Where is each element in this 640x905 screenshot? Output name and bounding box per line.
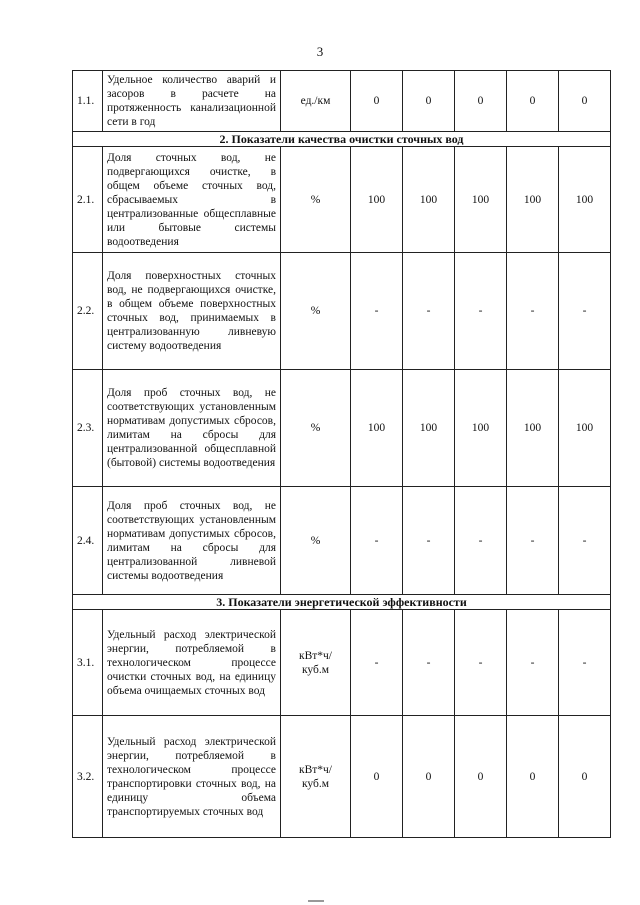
- table-row: [73, 253, 611, 370]
- unit-cell: %: [281, 487, 351, 595]
- table-row: [73, 716, 611, 838]
- indicators-table: [72, 70, 611, 838]
- value-cell: -: [403, 610, 455, 716]
- value-cell: 0: [455, 71, 507, 132]
- value-cell: -: [507, 487, 559, 595]
- table-row: [73, 610, 611, 716]
- unit-cell: %: [281, 370, 351, 487]
- value-cell: 0: [455, 716, 507, 838]
- unit-cell: %: [281, 147, 351, 253]
- row-number: 2.1.: [73, 147, 103, 253]
- value-cell: -: [455, 487, 507, 595]
- row-number: 2.3.: [73, 370, 103, 487]
- value-cell: 0: [351, 716, 403, 838]
- row-number: 3.2.: [73, 716, 103, 838]
- indicator-name: Доля проб сточных вод, не соответствующих установленным нормативам допустимых сбросов, лимитам на сбросы для централизованной общесплавной (бытовой) системы водоотведения: [103, 370, 281, 487]
- section-title: 2. Показатели качества очистки сточных вод: [73, 132, 611, 147]
- section-title: 3. Показатели энергетической эффективности: [73, 595, 611, 610]
- value-cell: 100: [455, 147, 507, 253]
- value-cell: -: [559, 253, 611, 370]
- value-cell: -: [351, 610, 403, 716]
- unit-cell: кВт*ч/ куб.м: [281, 716, 351, 838]
- value-cell: -: [559, 610, 611, 716]
- value-cell: 0: [507, 71, 559, 132]
- indicators-table-body: [73, 71, 611, 838]
- indicator-name: Доля поверхностных сточных вод, не подвергающихся очистке, в общем объеме поверхностных сточных вод, принимаемых в централизованную ливневую систему водоотведения: [103, 253, 281, 370]
- scan-mark: [308, 900, 324, 902]
- value-cell: -: [455, 610, 507, 716]
- indicator-name: Удельный расход электрической энергии, потребляемой в технологическом процессе транспортировки сточных вод, на единицу объема транспортируемых сточных вод: [103, 716, 281, 838]
- value-cell: -: [507, 253, 559, 370]
- value-cell: 100: [351, 147, 403, 253]
- value-cell: -: [507, 610, 559, 716]
- table-row: [73, 71, 611, 132]
- table-row: [73, 370, 611, 487]
- value-cell: -: [403, 253, 455, 370]
- value-cell: 0: [507, 716, 559, 838]
- value-cell: -: [351, 487, 403, 595]
- indicator-name: Доля проб сточных вод, не соответствующих установленным нормативам допустимых сбросов, лимитам на сбросы для централизованной ливневой системы водоотведения: [103, 487, 281, 595]
- section-header-row: [73, 132, 611, 147]
- value-cell: 100: [559, 147, 611, 253]
- value-cell: 0: [559, 716, 611, 838]
- unit-cell: кВт*ч/ куб.м: [281, 610, 351, 716]
- row-number: 2.4.: [73, 487, 103, 595]
- value-cell: 100: [507, 370, 559, 487]
- page-number: 3: [316, 44, 324, 59]
- indicator-name: Доля сточных вод, не подвергающихся очистке, в общем объеме сточных вод, сбрасываемых в централизованные общесплавные или бытовые системы водоотведения: [103, 147, 281, 253]
- value-cell: 0: [559, 71, 611, 132]
- indicator-name: Удельное количество аварий и засоров в расчете на протяженность канализационной сети в год: [103, 71, 281, 132]
- section-header-row: [73, 595, 611, 610]
- value-cell: 100: [403, 147, 455, 253]
- value-cell: -: [559, 487, 611, 595]
- row-number: 1.1.: [73, 71, 103, 132]
- unit-cell: ед./км: [281, 71, 351, 132]
- value-cell: -: [403, 487, 455, 595]
- value-cell: 100: [351, 370, 403, 487]
- value-cell: 0: [351, 71, 403, 132]
- value-cell: -: [455, 253, 507, 370]
- unit-cell: %: [281, 253, 351, 370]
- value-cell: 0: [403, 71, 455, 132]
- value-cell: 100: [455, 370, 507, 487]
- value-cell: 100: [559, 370, 611, 487]
- row-number: 3.1.: [73, 610, 103, 716]
- value-cell: 100: [403, 370, 455, 487]
- table-row: [73, 147, 611, 253]
- indicator-name: Удельный расход электрической энергии, потребляемой в технологическом процессе очистки сточных вод, на единицу объема очищаемых сточных вод: [103, 610, 281, 716]
- row-number: 2.2.: [73, 253, 103, 370]
- table-row: [73, 487, 611, 595]
- value-cell: 100: [507, 147, 559, 253]
- value-cell: 0: [403, 716, 455, 838]
- value-cell: -: [351, 253, 403, 370]
